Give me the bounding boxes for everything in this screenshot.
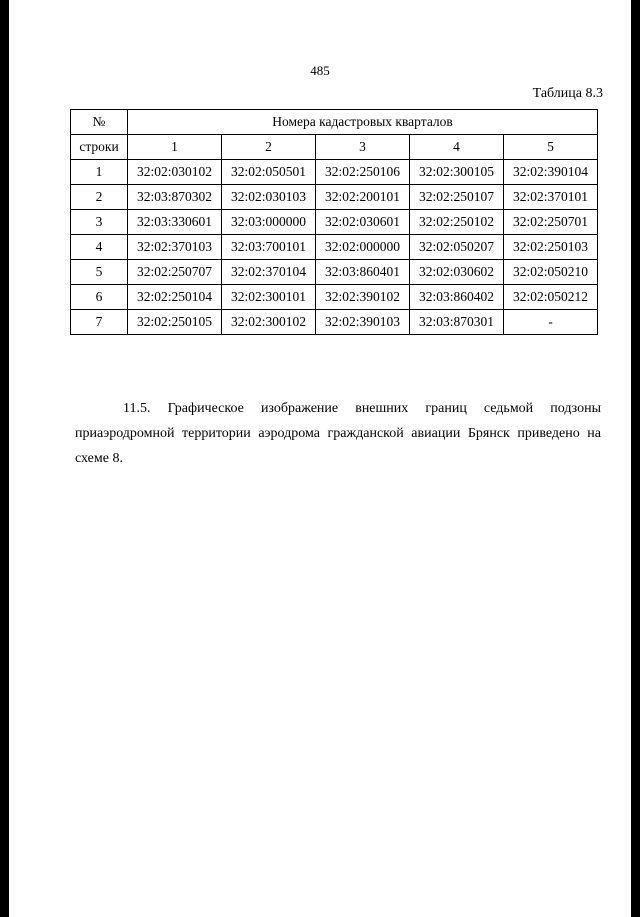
table-cell: 32:03:860402 [410, 285, 504, 310]
table-cell: 32:02:030102 [128, 160, 222, 185]
header-row-label: строки [71, 135, 128, 160]
table-row [71, 235, 598, 260]
table-cell: 32:02:390104 [504, 160, 598, 185]
table-row [71, 310, 598, 335]
table-cell: 32:03:000000 [222, 210, 316, 235]
table-row [71, 210, 598, 235]
column-header: 1 [128, 135, 222, 160]
table-cell: 32:02:050207 [410, 235, 504, 260]
table-cell: 32:02:200101 [316, 185, 410, 210]
row-number-cell: 2 [71, 185, 128, 210]
table-cell: 32:03:870301 [410, 310, 504, 335]
body-paragraph [75, 396, 601, 471]
table-cell: 32:02:030602 [410, 260, 504, 285]
column-header: 2 [222, 135, 316, 160]
table-row [71, 285, 598, 310]
table-cell: 32:02:250103 [504, 235, 598, 260]
table-header-row [71, 110, 598, 135]
table-cell: 32:02:370101 [504, 185, 598, 210]
table-cell: 32:02:050501 [222, 160, 316, 185]
column-header: 4 [410, 135, 504, 160]
page-number: 485 [310, 63, 330, 78]
table-subheader-row [71, 135, 598, 160]
table-cell: 32:03:860401 [316, 260, 410, 285]
row-number-cell: 1 [71, 160, 128, 185]
table-cell: 32:03:700101 [222, 235, 316, 260]
row-number-cell: 4 [71, 235, 128, 260]
row-number-cell: 6 [71, 285, 128, 310]
column-header: 3 [316, 135, 410, 160]
paragraph-line: схеме 8. [75, 451, 123, 466]
table-cell: 32:02:250701 [504, 210, 598, 235]
table-cell: 32:03:870302 [128, 185, 222, 210]
document-page [9, 0, 631, 917]
table-cell: 32:02:000000 [316, 235, 410, 260]
table-cell: 32:02:250104 [128, 285, 222, 310]
table-cell: 32:02:050212 [504, 285, 598, 310]
table-cell: 32:02:300102 [222, 310, 316, 335]
table-cell: 32:03:330601 [128, 210, 222, 235]
table-cell: 32:02:050210 [504, 260, 598, 285]
table-cell: 32:02:300105 [410, 160, 504, 185]
row-number-cell: 7 [71, 310, 128, 335]
table-cell: 32:02:250707 [128, 260, 222, 285]
table-cell: 32:02:250107 [410, 185, 504, 210]
table-cell: 32:02:370103 [128, 235, 222, 260]
table-row [71, 160, 598, 185]
table-cell: 32:02:300101 [222, 285, 316, 310]
table-cell: 32:02:390103 [316, 310, 410, 335]
table-caption: Таблица 8.3 [532, 86, 603, 101]
cadastral-quarters-table [70, 109, 598, 335]
table-cell: 32:02:390102 [316, 285, 410, 310]
paragraph-line: приаэродромной территории аэродрома гражданской авиации Брянск приведено на [75, 426, 601, 441]
header-group-title: Номера кадастровых кварталов [128, 110, 598, 135]
table-row [71, 260, 598, 285]
table-cell: 32:02:250106 [316, 160, 410, 185]
table-cell: 32:02:250105 [128, 310, 222, 335]
column-header: 5 [504, 135, 598, 160]
row-number-cell: 3 [71, 210, 128, 235]
header-row-number-label: № [71, 110, 128, 135]
table-cell: 32:02:370104 [222, 260, 316, 285]
table-cell: 32:02:030103 [222, 185, 316, 210]
table-cell: 32:02:030601 [316, 210, 410, 235]
row-number-cell: 5 [71, 260, 128, 285]
table-cell: 32:02:250102 [410, 210, 504, 235]
table-row [71, 185, 598, 210]
table-cell: - [504, 310, 598, 335]
paragraph-line: 11.5. Графическое изображение внешних границ седьмой подзоны [123, 401, 601, 416]
